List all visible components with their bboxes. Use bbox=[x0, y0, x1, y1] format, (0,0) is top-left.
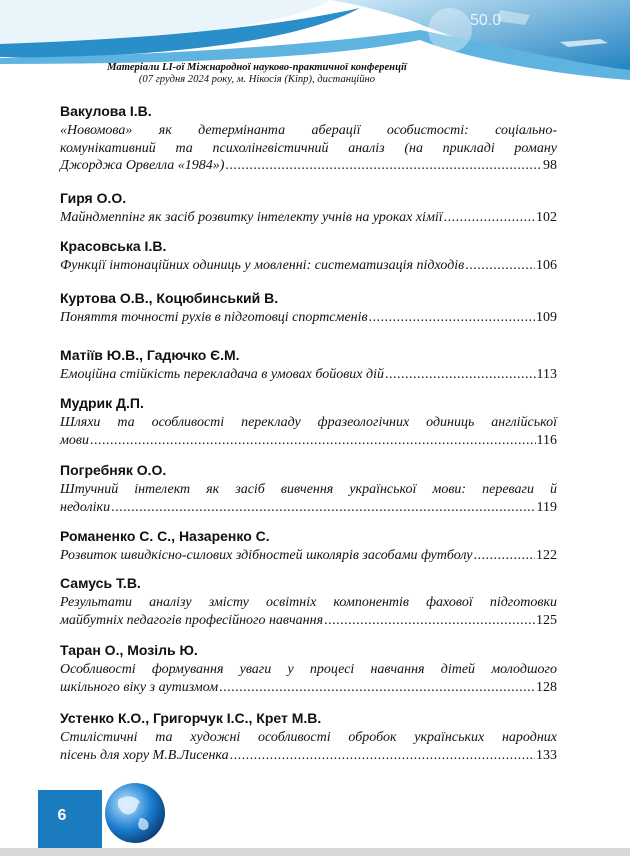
conference-date: (07 грудня 2024 року, м. Нікосія (Кіпр), дистанційно bbox=[138, 74, 376, 85]
toc-entry-title-end: Функції інтонаційних одиниць у мовленні: систематизація підходів bbox=[60, 258, 465, 273]
toc-entry-author: Таран О., Мозіль Ю. bbox=[60, 642, 198, 658]
toc-entry-author: Матіїв Ю.В., Гадючко Є.М. bbox=[60, 347, 240, 363]
toc-entry-page[interactable]: 106 bbox=[536, 258, 557, 273]
toc-entry-author: Романенко С. С., Назаренко С. bbox=[60, 528, 270, 544]
toc-entry-title-end: Емоційна стійкість перекладача в умовах бойових дій bbox=[60, 367, 384, 382]
toc-entry-author: Вакулова І.В. bbox=[60, 103, 152, 119]
footer-bar bbox=[0, 848, 630, 856]
toc-entry bbox=[60, 642, 557, 696]
toc-entry-title-line: «Новомова» як детермінанта аберації особистості: соціально- bbox=[60, 123, 557, 138]
toc-entry-author: Погребняк О.О. bbox=[60, 462, 167, 478]
toc-entry-title-end: Розвиток швидкісно-силових здібностей школярів засобами футболу bbox=[60, 548, 473, 563]
toc-entry-title bbox=[60, 309, 557, 327]
toc-entry-author: Устенко К.О., Григорчук І.С., Крет М.В. bbox=[60, 710, 322, 726]
dot-leader bbox=[219, 679, 535, 697]
dot-leader bbox=[90, 432, 536, 450]
dot-leader bbox=[465, 257, 535, 275]
toc-entry-author: Самусь Т.В. bbox=[60, 575, 141, 591]
dot-leader bbox=[324, 612, 535, 630]
toc-entry-page[interactable]: 125 bbox=[536, 612, 557, 628]
toc-entry-title bbox=[60, 209, 557, 227]
toc-entry-page[interactable]: 113 bbox=[536, 367, 557, 382]
toc-entry-title bbox=[60, 594, 557, 629]
toc-entry-page[interactable]: 98 bbox=[543, 158, 557, 174]
toc-entry-last-line bbox=[60, 209, 557, 227]
toc-entry bbox=[60, 528, 557, 565]
toc-entry-last-line bbox=[60, 257, 557, 275]
toc-entry-page[interactable]: 109 bbox=[536, 310, 557, 325]
toc-entry-page[interactable]: 119 bbox=[536, 499, 557, 515]
toc-entry-title-line: комунікативний та психолінгвістичний аналіз (на прикладі роману bbox=[60, 140, 557, 156]
toc-entry bbox=[60, 575, 557, 629]
page-number-box bbox=[38, 790, 102, 848]
toc-entry-author: Куртова О.В., Коцюбинський В. bbox=[60, 290, 279, 306]
toc-entry-title-end: мови bbox=[60, 432, 90, 448]
toc-entry-title-line: Стилістичні та художні особливості обробок українських народних bbox=[60, 730, 557, 745]
toc-entry-title-end: Майндмеппінг як засіб розвитку інтелекту учнів на уроках хімії bbox=[60, 210, 443, 225]
toc-entry-title bbox=[60, 729, 557, 764]
toc-entry-last-line bbox=[60, 499, 557, 517]
toc-entry-last-line bbox=[60, 309, 557, 327]
banner-number: 50.0 bbox=[470, 12, 502, 29]
dot-leader bbox=[225, 157, 542, 175]
dot-leader bbox=[473, 547, 535, 565]
toc-entry-title bbox=[60, 661, 557, 696]
page-number: 6 bbox=[57, 807, 67, 824]
dot-leader bbox=[385, 366, 536, 384]
toc-entry-title-end: недоліки bbox=[60, 499, 111, 515]
toc-entry-last-line bbox=[60, 679, 557, 697]
toc-entry-last-line bbox=[60, 612, 557, 630]
toc-entry-author: Гиря О.О. bbox=[60, 190, 127, 206]
toc-entry-title-line: Шляхи та особливості перекладу фразеологічних одиниць англійської bbox=[60, 415, 557, 430]
dot-leader bbox=[444, 209, 535, 227]
toc-entry bbox=[60, 103, 557, 175]
dot-leader bbox=[230, 747, 535, 765]
toc-entry-title-line: Особливості формування уваги у процесі навчання дітей молодшого bbox=[60, 662, 557, 677]
toc-entry bbox=[60, 710, 557, 764]
toc-entry-title-end: пісень для хору М.В.Лисенка bbox=[60, 747, 229, 763]
toc-entry bbox=[60, 190, 557, 227]
toc-entry-page[interactable]: 102 bbox=[536, 210, 557, 225]
conference-header bbox=[57, 62, 457, 86]
toc-entry-last-line bbox=[60, 432, 557, 450]
toc-entry-title-end: майбутніх педагогів професійного навчання bbox=[60, 612, 324, 628]
toc-entry bbox=[60, 462, 557, 516]
toc-entry-title-end: Джорджа Орвелла «1984») bbox=[60, 158, 225, 174]
toc-entry-title-line: Результати аналізу змісту освітніх компонентів фахової підготовки bbox=[60, 595, 557, 610]
header-banner bbox=[0, 0, 630, 110]
toc-entry-page[interactable]: 128 bbox=[536, 679, 557, 695]
toc-entry bbox=[60, 238, 557, 275]
toc-entry-page[interactable]: 122 bbox=[536, 548, 557, 563]
toc-entry-author: Мудрик Д.П. bbox=[60, 395, 144, 411]
toc-entry-author: Красовська І.В. bbox=[60, 238, 167, 254]
toc-entry-last-line bbox=[60, 157, 557, 175]
dot-leader bbox=[111, 499, 535, 517]
toc-entry-last-line bbox=[60, 547, 557, 565]
toc-entry-title bbox=[60, 122, 557, 175]
globe-icon bbox=[100, 778, 170, 848]
toc-entry bbox=[60, 290, 557, 327]
toc-entry-title-end: шкільного віку з аутизмом bbox=[60, 679, 219, 695]
toc-entry-title-line: Штучний інтелект як засіб вивчення української мови: переваги й bbox=[60, 482, 557, 497]
toc-entry-last-line bbox=[60, 366, 557, 384]
toc-entry-page[interactable]: 133 bbox=[536, 747, 557, 763]
toc-entry bbox=[60, 347, 557, 384]
toc-entry-last-line bbox=[60, 747, 557, 765]
dot-leader bbox=[369, 309, 535, 327]
toc-entry-title bbox=[60, 414, 557, 449]
toc-entry-title bbox=[60, 547, 557, 565]
toc-entry-page[interactable]: 116 bbox=[536, 432, 557, 448]
toc-entry-title bbox=[60, 481, 557, 516]
toc-entry-title bbox=[60, 257, 557, 275]
conference-title: Матеріали LI-ої Міжнародної науково-практичної конференції bbox=[107, 62, 407, 73]
toc-entry-title-end: Поняття точності рухів в підготовці спортсменів bbox=[60, 310, 368, 325]
toc-entry-title bbox=[60, 366, 557, 384]
toc-entry bbox=[60, 395, 557, 449]
